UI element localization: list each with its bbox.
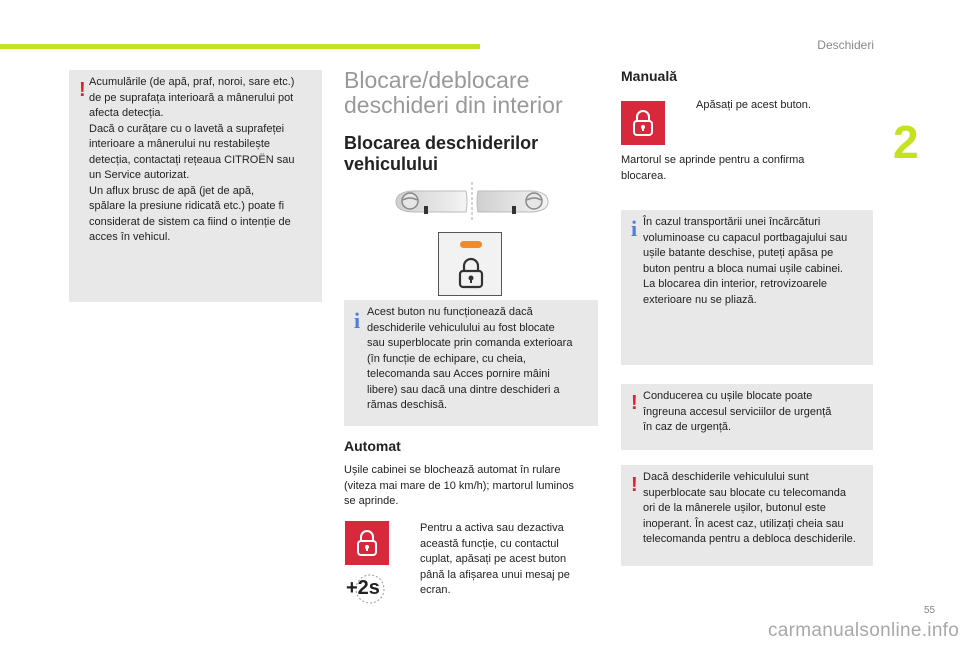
text-line: cuplat, apăsați pe acest buton xyxy=(420,553,567,565)
text-line: buton pentru a bloca numai ușile cabinei. xyxy=(643,262,843,275)
text-line: Apăsați pe acest buton. xyxy=(696,99,811,111)
text-line: Un aflux brusc de apă (jet de apă, xyxy=(89,184,255,197)
info-icon: i xyxy=(354,308,361,333)
text-line: Martorul se aprinde pentru a confirma xyxy=(621,154,805,166)
text-line: spălare la presiune ridicată etc.) poate fi xyxy=(89,200,285,212)
text-line: (viteza mai mare de 10 km/h); martorul luminos xyxy=(344,479,574,492)
text-line: un Service autorizat. xyxy=(89,169,190,181)
warning-box-emergency-access xyxy=(621,384,873,450)
exclamation-icon: ! xyxy=(79,79,86,101)
warning-box-handle-detection xyxy=(69,70,322,302)
text-line: exterioare nu se pliază. xyxy=(643,293,757,306)
manual-heading: Manuală xyxy=(621,68,678,84)
page-title xyxy=(344,68,594,118)
chapter-number: 2 xyxy=(893,116,919,168)
text-line: blocarea. xyxy=(621,169,667,182)
warning-box-superlock xyxy=(621,465,873,566)
central-lock-button-illustration xyxy=(438,232,502,296)
padlock-icon xyxy=(457,257,485,294)
text-line: Conducerea cu ușile blocate poate xyxy=(643,390,813,402)
text-line: această funcție, cu contactul xyxy=(420,537,559,550)
text-line: în caz de urgență. xyxy=(643,421,732,433)
text-line: La blocarea din interior, retrovizoarele xyxy=(643,278,828,290)
text-line: (în funcție de echipare, cu cheia, xyxy=(367,352,526,365)
text-line: Ușile cabinei se blochează automat în rulare xyxy=(344,464,561,476)
text-line: rămas deschisă. xyxy=(367,399,448,411)
text-line: Dacă o curățare cu o lavetă a suprafeței xyxy=(89,122,285,135)
text-line: telecomanda sau Acces pornire mâini xyxy=(367,368,550,380)
door-handles-icon xyxy=(394,180,550,222)
lock-button-icon xyxy=(345,521,389,565)
timer-label: +2s xyxy=(346,577,380,599)
manual-paragraph xyxy=(621,153,871,184)
text-line: ușile batante deschise, puteți apăsa pe xyxy=(643,247,834,259)
top-accent-bar xyxy=(0,44,480,49)
text-line: telecomanda pentru a debloca deschiderile. xyxy=(643,533,856,545)
title-line: Blocare/deblocare xyxy=(344,67,530,93)
text-line: Acest buton nu funcționează dacă xyxy=(367,306,533,318)
subtitle-line: vehiculului xyxy=(344,154,439,174)
text-line: detecția, contactați rețeaua CITROËN sau xyxy=(89,153,295,166)
text-line: până la afișarea unui mesaj pe xyxy=(420,568,570,581)
text-line: considerat de sistem ca fiind o intenție de xyxy=(89,215,291,228)
text-line: deschiderile vehiculului au fost blocate xyxy=(367,321,555,334)
page-number: 55 xyxy=(924,605,936,616)
interior-door-handles-illustration xyxy=(394,180,550,222)
text-line: interioare a mânerului nu restabilește xyxy=(89,138,270,150)
text-line: În cazul transportării unei încărcături xyxy=(643,216,821,228)
text-line: superblocate sau blocate cu telecomanda xyxy=(643,486,847,499)
text-line: îngreuna accesul serviciilor de urgență xyxy=(643,405,832,418)
text-line: se aprinde. xyxy=(344,495,399,507)
text-line: sau superblocate prin comanda exterioara xyxy=(367,337,573,349)
lock-button-icon xyxy=(621,101,665,145)
text-line: afecta detecția. xyxy=(89,107,164,119)
exclamation-icon: ! xyxy=(631,392,638,414)
section-title: Deschideri xyxy=(817,38,874,52)
watermark: carmanualsonline.info xyxy=(768,620,960,641)
exclamation-icon: ! xyxy=(631,474,638,496)
text-line: Dacă deschiderile vehiculului sunt xyxy=(643,471,809,483)
text-line: libere) sau dacă una dintre deschideri a xyxy=(367,383,560,396)
automat-heading: Automat xyxy=(344,438,401,454)
timer-2s-icon xyxy=(346,572,386,606)
indicator-light xyxy=(460,241,482,248)
title-line: deschideri din interior xyxy=(344,92,563,118)
text-line: de pe suprafața interioară a mânerului pot xyxy=(89,91,294,104)
text-line: ori de la mânerele ușilor, butonul este xyxy=(643,502,826,514)
text-line: acces în vehicul. xyxy=(89,231,171,243)
text-line: inoperant. În acest caz, utilizați cheia sau xyxy=(643,517,844,530)
subtitle-line: Blocarea deschiderilor xyxy=(344,133,539,153)
text-line: Pentru a activa sau dezactiva xyxy=(420,522,564,534)
text-line: ecran. xyxy=(420,584,451,596)
info-box-button-inactive xyxy=(344,300,598,426)
section-subtitle xyxy=(344,133,594,175)
info-box-bulky-load xyxy=(621,210,873,365)
info-icon: i xyxy=(631,216,638,241)
text-line: Acumulările (de apă, praf, noroi, sare etc.) xyxy=(89,76,295,88)
automat-paragraph xyxy=(344,463,598,510)
text-line: voluminoase cu capacul portbagajului sau xyxy=(643,231,848,244)
